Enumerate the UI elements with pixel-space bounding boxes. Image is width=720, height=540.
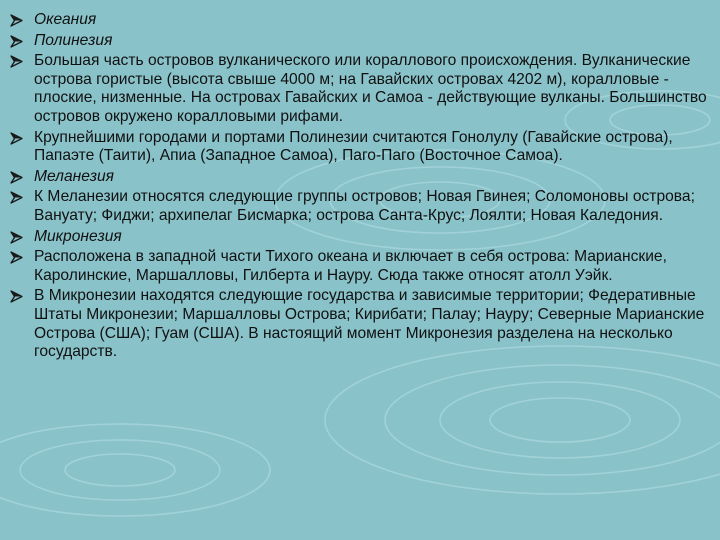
arrowhead-bullet-icon	[10, 35, 23, 48]
bullet-text: Крупнейшими городами и портами Полинезии считаются Гонолулу (Гавайские острова), Папаэте (Таити), Апиа (Западное Самоа), Паго-Паго (Восточное Самоа).	[34, 128, 673, 165]
bullet-text: Расположена в западной части Тихого океана и включает в себя острова: Марианские, Каролинские, Маршалловы, Гилберта и Науру. Сюда также относят атолл Уэйк.	[34, 248, 667, 284]
arrowhead-bullet-icon	[10, 191, 23, 204]
bullet-item	[8, 287, 708, 361]
bullet-text: Полинезия	[34, 31, 113, 49]
bullet-text: В Микронезии находятся следующие государства и зависимые территории; Федеративные Штаты Микронезии; Маршалловы Острова; Кирибати; Палау; Науру; Северные Марианские Острова (США); Гуам (США). В настоящий момент Микронезия разделена на несколько государств.	[34, 287, 705, 361]
bullet-list	[8, 11, 708, 364]
section-heading-item	[8, 32, 708, 51]
bullet-item	[8, 52, 708, 126]
bullet-text: Большая часть островов вулканического или кораллового происхождения. Вулканические острова гористые (высота свыше 4000 м; на Гавайских островах 4202 м), коралловые - плоские, низменные. На островах Гавайских и Самоа - действующие вулканы. Большинство островов окружено коралловыми рифами.	[34, 52, 707, 125]
arrowhead-bullet-icon	[10, 231, 23, 244]
section-heading-item	[8, 228, 708, 247]
arrowhead-bullet-icon	[10, 290, 23, 303]
bullet-text: К Меланезии относятся следующие группы островов; Новая Гвинея; Соломоновы острова; Вануату; Фиджи; архипелаг Бисмарка; острова Санта-Крус; Лоялти; Новая Каледония.	[34, 188, 695, 224]
bullet-text: Меланезия	[34, 167, 114, 185]
arrowhead-bullet-icon	[10, 251, 23, 264]
arrowhead-bullet-icon	[10, 171, 23, 184]
section-heading-item	[8, 168, 708, 187]
bullet-item	[8, 129, 708, 166]
arrowhead-bullet-icon	[10, 14, 23, 27]
bullet-text: Океания	[34, 11, 97, 28]
bullet-text: Микронезия	[34, 227, 122, 245]
bullet-item	[8, 188, 708, 225]
arrowhead-bullet-icon	[10, 132, 23, 145]
bullet-item	[8, 248, 708, 285]
arrowhead-bullet-icon	[10, 55, 23, 68]
section-heading-item	[8, 11, 708, 30]
